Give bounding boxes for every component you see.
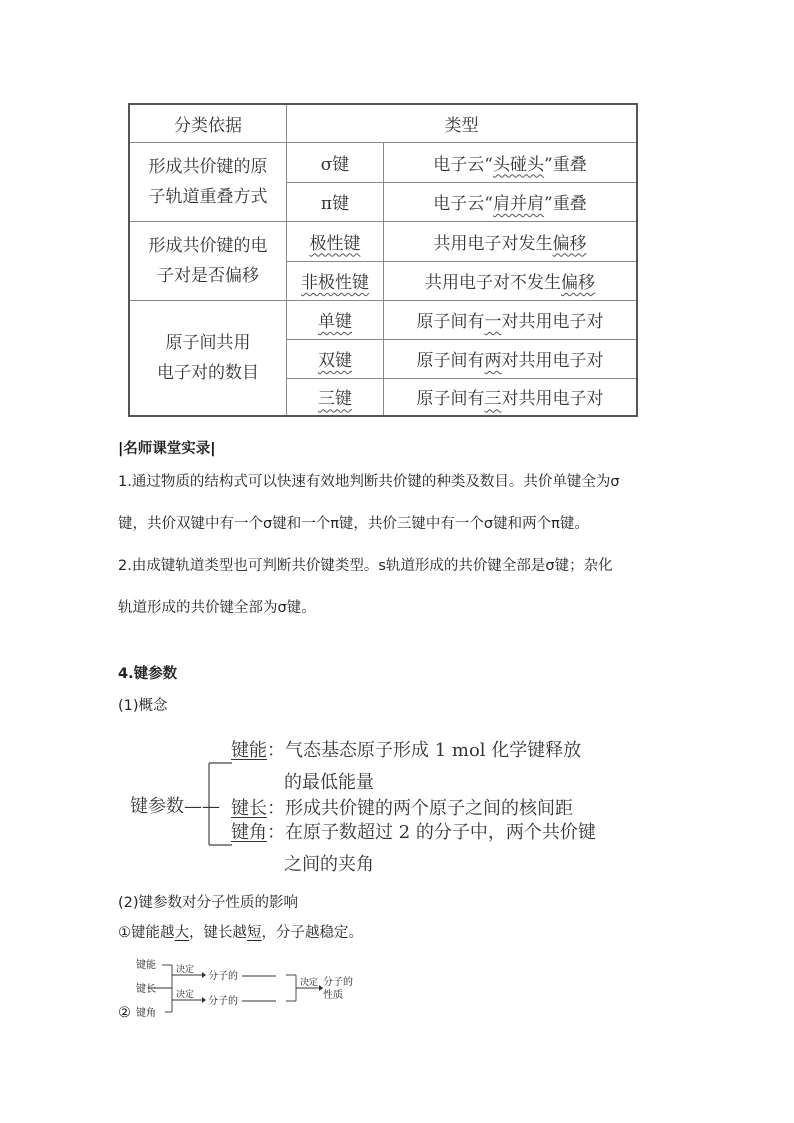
diagram-item-energy: 键能：气态基态原子形成 1 mol 化学键释放	[231, 740, 582, 761]
flow-diagram	[118, 952, 378, 1024]
flow-in-length: 键长	[136, 984, 156, 995]
type-cell: 双键	[287, 339, 384, 378]
basis-line: 子轨道重叠方式	[148, 186, 268, 207]
header-basis: 分类依据	[129, 104, 287, 142]
bond-parameter-diagram	[120, 728, 640, 878]
key-term: 肩并肩	[493, 194, 544, 214]
notes-heading: |名师课堂实录|	[118, 441, 216, 457]
diagram-item-angle-cont: 之间的夹角	[284, 854, 374, 875]
desc-cell: 原子间有一对共用电子对	[384, 300, 638, 339]
desc-cell: 原子间有三对共用电子对	[384, 378, 638, 416]
desc-cell: 电子云“头碰头”重叠	[384, 142, 638, 182]
point-2: ②	[118, 1005, 131, 1021]
notes-p2-line1: 2.由成键轨道类型也可判断共价键类型。s轨道形成的共价键全部是σ键；杂化	[118, 558, 613, 574]
notes-p1-line1: 1.通过物质的结构式可以快速有效地判断共价键的种类及数目。共价单键全为σ	[118, 474, 620, 490]
flow-in-angle: 键角	[136, 1008, 156, 1019]
key-term: 偏移	[552, 233, 587, 254]
desc-cell: 共用电子对不发生偏移	[384, 261, 638, 300]
flow-final-b: 性质	[323, 990, 343, 1001]
notes-p2-line2: 轨道形成的共价键全部为σ键。	[118, 600, 316, 616]
section-title: 4.键参数	[118, 666, 178, 682]
flow-target-1: 分子的	[208, 971, 238, 982]
diagram-item-energy-cont: 的最低能量	[284, 772, 374, 793]
basis-line: 电子对的数目	[157, 362, 259, 383]
desc-cell: 原子间有两对共用电子对	[384, 339, 638, 378]
type-cell: σ键	[287, 142, 384, 182]
basis-line: 子对是否偏移	[157, 265, 259, 286]
flow-in-energy: 键能	[136, 960, 156, 971]
key-term: 偏移	[561, 273, 595, 293]
desc-cell: 电子云“肩并肩”重叠	[384, 182, 638, 221]
type-cell: 非极性键	[287, 261, 384, 300]
type-cell: π键	[287, 182, 384, 221]
sub-heading-concept: (1)概念	[118, 698, 168, 714]
basis-cell	[129, 221, 287, 300]
flow-decide-1: 决定	[176, 965, 195, 975]
basis-line: 原子间共用	[165, 332, 251, 353]
sub-heading-effect: (2)键参数对分子性质的影响	[118, 895, 299, 911]
key-term: 三	[484, 389, 502, 410]
type-cell: 单键	[287, 300, 384, 339]
key-term: 两	[484, 351, 502, 371]
bond-classification-table	[128, 103, 638, 417]
type-cell: 极性键	[287, 221, 384, 261]
basis-line: 形成共价键的原	[148, 156, 268, 177]
header-type: 类型	[287, 104, 638, 142]
notes-p1-line2: 键，共价双键中有一个σ键和一个π键，共价三键中有一个σ键和两个π键。	[118, 516, 589, 532]
point-1: ①键能越大，键长越短，分子越稳定。	[118, 925, 363, 941]
diagram-item-angle: 键角：在原子数超过 2 的分子中，两个共价键	[231, 822, 596, 843]
flow-target-2: 分子的	[208, 996, 238, 1007]
basis-line: 形成共价键的电	[148, 235, 268, 256]
key-term: 一	[484, 312, 502, 332]
flow-final-a: 分子的	[323, 977, 353, 988]
type-cell: 三键	[287, 378, 384, 416]
basis-cell	[129, 142, 287, 221]
key-term: 头碰头	[493, 154, 544, 175]
desc-cell: 共用电子对发生偏移	[384, 221, 638, 261]
flow-decide-2: 决定	[176, 990, 195, 1000]
flow-final-decide: 决定	[300, 978, 319, 988]
diagram-root: 键参数——	[130, 796, 220, 817]
basis-cell	[129, 300, 287, 416]
diagram-item-length: 键长：形成共价键的两个原子之间的核间距	[231, 798, 573, 819]
